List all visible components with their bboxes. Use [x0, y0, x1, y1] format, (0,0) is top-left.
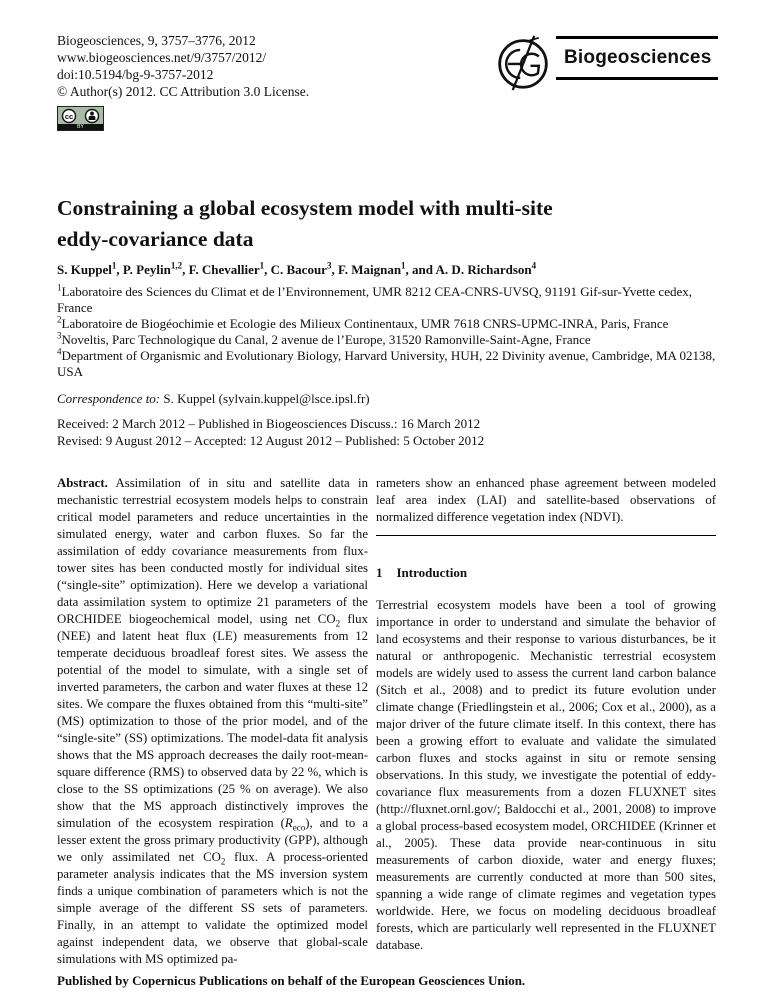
journal-name-block — [556, 36, 718, 80]
reco-variable: R — [284, 816, 293, 830]
abstract-paragraph: Abstract. Assimilation of in situ and satellite data in mechanistic terrestrial ecosystem models helps to constrain critical model parameters and reduce uncertainties in the simulated energy, water and carbon fluxes. So far the assimilation of eddy covariance measurements from flux-tower sites has been conducted mostly for individual sites (“single-site” optimization). Here we develop a variational data assimilation system to optimize 21 parameters of the ORCHIDEE biogeochemical model, using net $CO_2$ flux (NEE) and latent heat flux (LE) measurements from 12 temperate deciduous broadleaf forest sites. We assess the potential of the model to simulate, with a single set of inverted parameters, the carbon and water fluxes at these 12 sites. We compare the fluxes obtained from this “multi-site” (MS) optimization to those of the prior model, and of the “single-site” (SS) optimizations. The model-data fit analysis shows that the MS approach decreases the daily root-mean-square difference (RMS) to observed data by 22 %, which is close to the SS optimizations (25 % on average). We also show that the MS approach distinctively improves the simulation of the ecosystem respiration $(R_{eco})$, and to a lesser extent the gross primary productivity (GPP), although we only assimilated net $CO_2$ flux. A process-oriented parameter analysis indicates that the MS inversion system finds a unique combination of parameters which is not the simple average of the different SS sets of parameters. Finally, in an attempt to validate the optimized model against independent data, we observe that global-scale simulations with MS optimized pa- — [57, 476, 368, 966]
publisher-footer: Published by Copernicus Publications on behalf of the European Geosciences Union. — [57, 973, 526, 988]
publication-history — [57, 415, 718, 449]
license-line: © Author(s) 2012. CC Attribution 3.0 License. — [57, 84, 310, 99]
journal-name: Biogeosciences — [564, 47, 712, 68]
section-divider — [376, 535, 716, 536]
doi: doi:10.5194/bg-9-3757-2012 — [57, 67, 214, 82]
cc-by-label: BY — [58, 124, 103, 130]
affiliation-2: $^2$Laboratoire de Biogéochimie et Ecologie des Milieux Continentaux, UMR 7618 CNRS-UPMC-INRA, Paris, France — [57, 314, 669, 331]
cc-by-license-badge — [57, 106, 104, 131]
section-heading-introduction — [376, 564, 716, 581]
affiliations — [57, 284, 718, 380]
journal-url: www.biogeosciences.net/9/3757/2012/ — [57, 50, 267, 65]
affiliation-1: $^1$Laboratoire des Sciences du Climat et de l’Environnement, UMR 8212 CEA-CNRS-UVSQ, 91191 Gif-sur-Yvette cedex, France — [57, 282, 692, 315]
svg-text:cc: cc — [65, 111, 74, 121]
article-title-line2: eddy-covariance data — [57, 227, 254, 251]
two-column-body — [57, 475, 718, 968]
section-title: Introduction — [396, 565, 468, 580]
correspondence-label: Correspondence to: — [57, 391, 161, 406]
cc-by-person-icon — [84, 108, 100, 124]
correspondence-line — [57, 390, 718, 407]
right-column — [376, 475, 716, 968]
section-number: 1 — [376, 565, 383, 580]
article-title-line1: Constraining a global ecosystem model with multi-site — [57, 196, 553, 220]
correspondence-contact: S. Kuppel (sylvain.kuppel@lsce.ipsl.fr) — [163, 391, 370, 406]
article-title — [57, 193, 718, 255]
introduction-paragraph: Terrestrial ecosystem models have been a tool of growing importance in order to understand and simulate the behavior of land ecosystems and their response to various disturbances, be it natural or anthropogenic. Mechanistic terrestrial ecosystem models are widely used to assess the current land carbon balance (Sitch et al., 2008) and to predict its future evolution under climate change (Friedlingstein et al., 2006; Cox et al., 2000), as a major driver of the future climate itself. In this context, there has been a growing effort to evaluate and validate the simulated carbon fluxes and stocks against in situ or remote sensing observations. In this study, we investigate the potential of eddy-covariance flux measurements from a dozen FLUXNET sites (http://fluxnet.ornl.gov/; Baldocchi et al., 2001, 2008) to improve a global process-based ecosystem model, ORCHIDEE (Krinner et al., 2005). These data provide near-continuous in situ measurements of carbon dioxide, water and energy fluxes; measurements are currently conducted at more than 500 sites, spanning a wide range of climate regimes and vegetation types worldwide. Here, we focus on modeling deciduous broadleaf forests, which are particularly well represented in the FLUXNET database. — [376, 598, 716, 952]
journal-citation: Biogeosciences, 9, 3757–3776, 2012 — [57, 33, 256, 48]
journal-logo — [495, 32, 718, 92]
page-header — [57, 32, 718, 131]
received-line: Received: 2 March 2012 – Published in Biogeosciences Discuss.: 16 March 2012 — [57, 416, 481, 431]
abstract-label: Abstract. — [57, 476, 108, 490]
revised-line: Revised: 9 August 2012 – Accepted: 12 August 2012 – Published: 5 October 2012 — [57, 433, 485, 448]
abstract-continuation: rameters show an enhanced phase agreement between modeled leaf area index (LAI) and satellite-based observations of normalized difference vegetation index (NDVI). — [376, 476, 716, 524]
egu-globe-icon — [495, 34, 551, 92]
affiliation-3: $^3$Noveltis, Parc Technologique du Canal, 2 avenue de l’Europe, 31520 Ramonville-Saint-Agne, France — [57, 330, 591, 347]
author-line: S. Kuppel$^1$, P. Peylin$^{1,2}$, F. Chevallier$^1$, C. Bacour$^3$, F. Maignan$^1$, and A. D. Richardson$^4$ — [57, 260, 537, 277]
cc-icon — [61, 108, 77, 124]
journal-article-page — [0, 32, 759, 1000]
publication-info — [57, 32, 309, 131]
left-column — [57, 475, 368, 968]
affiliation-4: $^4$Department of Organismic and Evolutionary Biology, Harvard University, HUH, 22 Divinity avenue, Cambridge, MA 02138, USA — [57, 346, 716, 379]
